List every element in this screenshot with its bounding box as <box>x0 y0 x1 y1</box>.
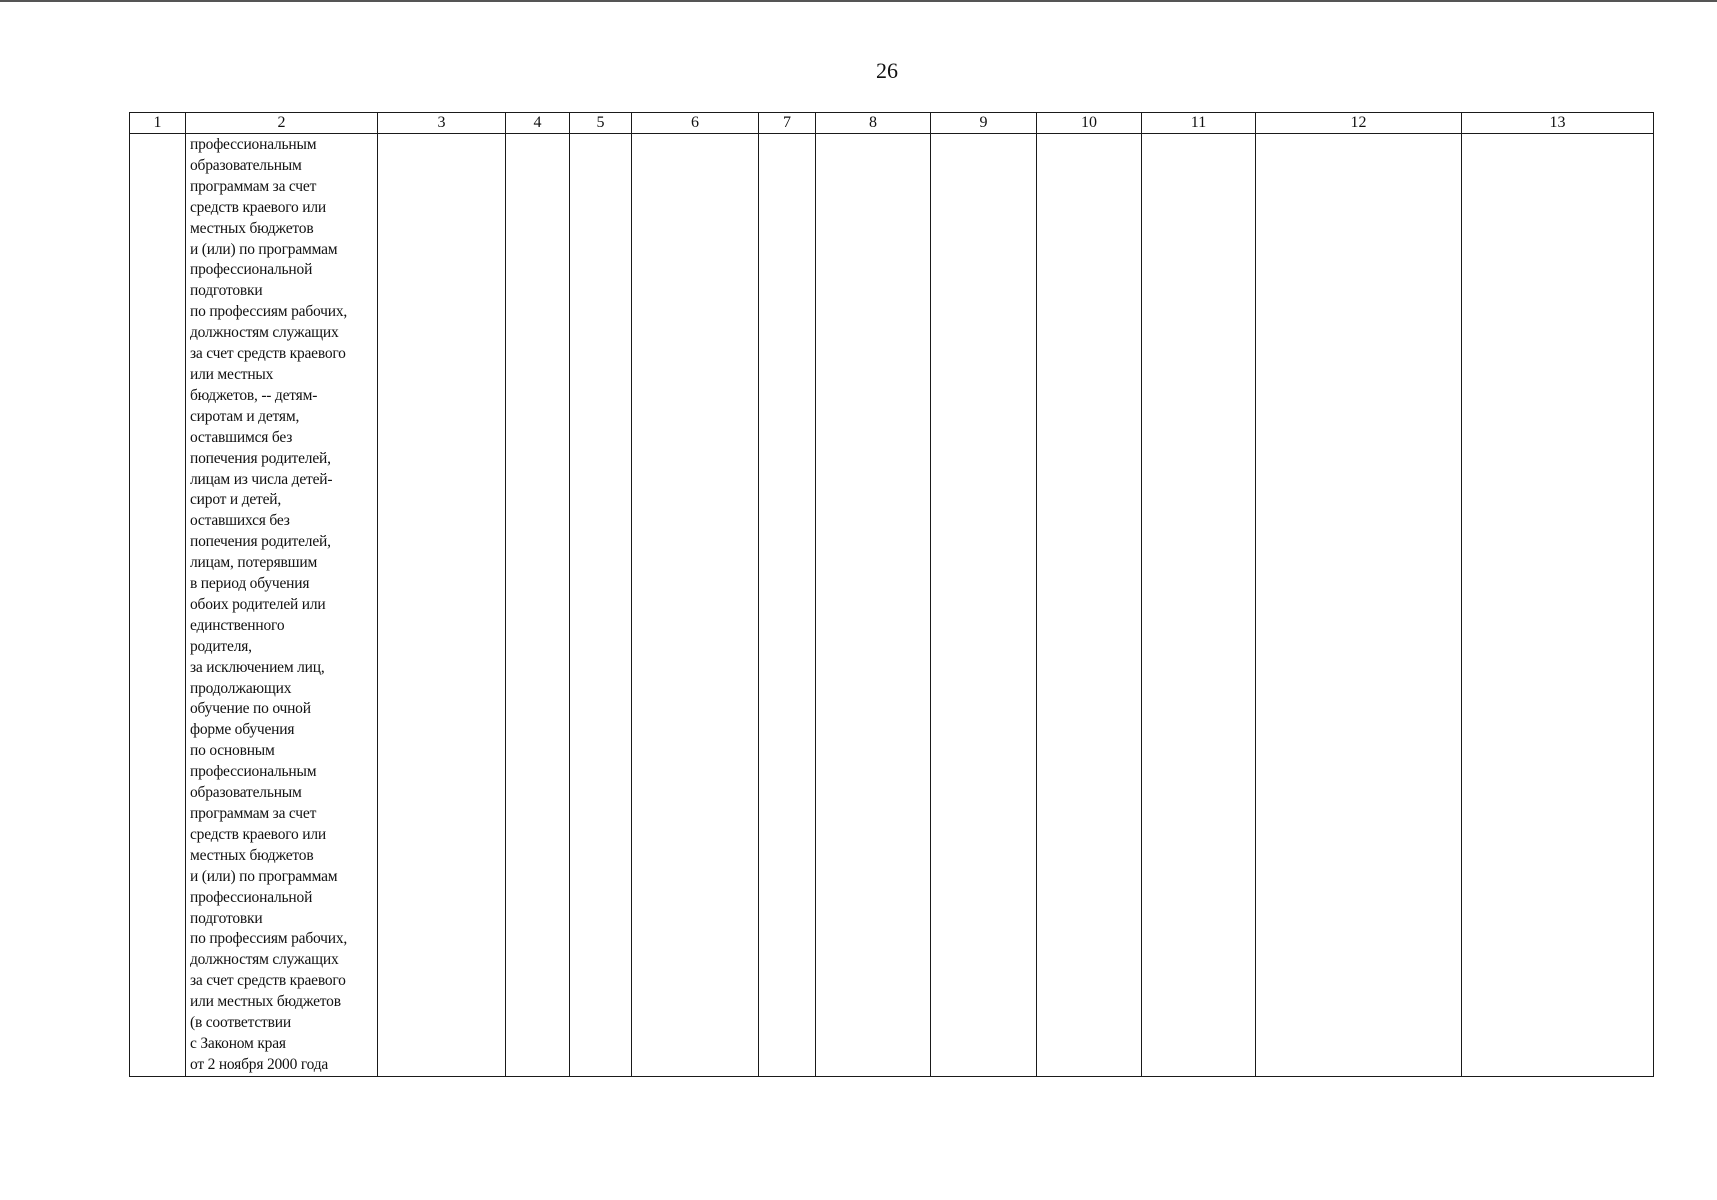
cell-col-4 <box>506 134 570 1077</box>
column-header-13: 13 <box>1462 113 1654 134</box>
scan-top-edge <box>0 0 1717 2</box>
column-header-7: 7 <box>759 113 816 134</box>
cell-col-9 <box>931 134 1037 1077</box>
cell-col-1 <box>130 134 186 1077</box>
cell-col-6 <box>632 134 759 1077</box>
document-table <box>129 112 1654 1077</box>
cell-col-2 <box>186 134 378 1077</box>
column-header-3: 3 <box>378 113 506 134</box>
column-header-4: 4 <box>506 113 570 134</box>
column-header-11: 11 <box>1142 113 1256 134</box>
cell-col-8 <box>816 134 931 1077</box>
cell-col-13 <box>1462 134 1654 1077</box>
cell-col-10 <box>1037 134 1142 1077</box>
column-header-2: 2 <box>186 113 378 134</box>
cell-col-5 <box>570 134 632 1077</box>
column-header-10: 10 <box>1037 113 1142 134</box>
cell-col-11 <box>1142 134 1256 1077</box>
column-header-1: 1 <box>130 113 186 134</box>
column-header-8: 8 <box>816 113 931 134</box>
page-number: 26 <box>876 58 898 83</box>
cell-col-3 <box>378 134 506 1077</box>
column-header-5: 5 <box>570 113 632 134</box>
row-description-text: профессиональным образовательным программам за счет средств краевого или местных бюджетов и (или) по программам профессиональной подготовки по профессиям рабочих, должностям служащих за счет средств краевого или местных бюджетов, -- детям- сиротам и детям, оставшимся без попечения родителей, лицам из числа детей- сирот и детей, оставшихся без попечения родителей, лицам, потерявшим в период обучения обоих родителей или единственного родителя, за исключением лиц, продолжающих обучение по очной форме обучения по основным профессиональным образовательным программам за счет средств краевого или местных бюджетов и (или) по программам профессиональной подготовки по профессиям рабочих, должностям служащих за счет средств краевого или местных бюджетов (в соответствии с Законом края от 2 ноября 2000 года <box>190 136 348 1073</box>
column-header-6: 6 <box>632 113 759 134</box>
cell-col-7 <box>759 134 816 1077</box>
header-row <box>130 113 1654 134</box>
cell-col-12 <box>1256 134 1462 1077</box>
column-header-9: 9 <box>931 113 1037 134</box>
table-row <box>130 134 1654 1077</box>
column-header-12: 12 <box>1256 113 1462 134</box>
